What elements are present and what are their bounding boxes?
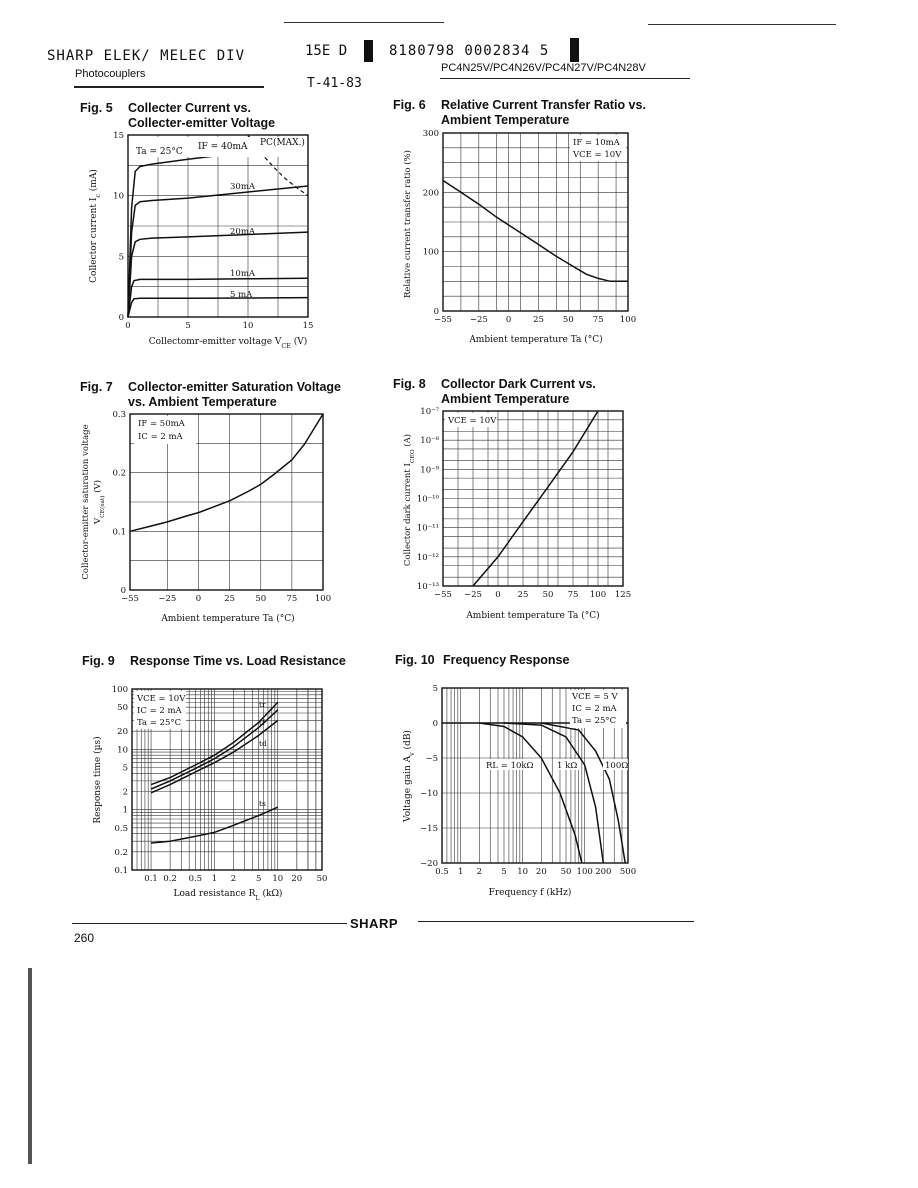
fig10-annotation-ta: Ta = 25°C <box>572 716 617 726</box>
fig8-x-tick-label: 125 <box>614 590 632 600</box>
fig10-x-tick-label: 10 <box>517 867 529 877</box>
fig6-y-axis-label: Relative current transfer ratio (%) <box>403 150 413 298</box>
fig9-y-tick-label: 1 <box>122 805 128 816</box>
fig9-x-tick-label: 10 <box>272 874 284 884</box>
footer-rule-right <box>418 921 694 922</box>
fig5-series-label: 10mA <box>230 269 256 279</box>
fig7-x-tick-label: 75 <box>286 594 298 604</box>
fig10-chart <box>400 680 650 905</box>
fig10-series-label: 100Ω <box>605 761 629 771</box>
fig8-y-tick-label: 10⁻¹² <box>416 552 439 563</box>
fig6-chart <box>398 124 648 354</box>
fig10-x-tick-label: 50 <box>560 867 572 877</box>
fig10-y-tick-label: 5 <box>432 684 438 694</box>
fig6-x-tick-label: −25 <box>469 315 488 325</box>
fig5-y-tick-label: 0 <box>118 313 124 323</box>
fig10-y-axis-label: Voltage gain $A_v$ (dB) <box>403 730 416 822</box>
fig8-x-tick-label: 75 <box>567 590 579 600</box>
fig9-x-tick-label: 0.5 <box>188 874 203 884</box>
fig10-series-label: 1 kΩ <box>557 761 578 771</box>
fig10-y-tick-label: −5 <box>425 754 438 764</box>
fig9-series-label: td <box>259 739 267 748</box>
fig9-title: Fig. 9 Response Time vs. Load Resistance <box>82 654 346 668</box>
header-rule <box>74 86 264 88</box>
fig5-y-tick-label: 10 <box>113 191 124 202</box>
fig8-x-axis-label: Ambient temperature Ta (°C) <box>466 611 600 621</box>
fig6-annotation-vce: VCE = 10V <box>573 150 622 160</box>
fig10-annotation-ic: IC = 2 mA <box>572 704 617 714</box>
fig10-x-tick-label: 5 <box>501 867 507 877</box>
fig5-x-tick-label: 0 <box>125 321 131 331</box>
header-models-rule <box>440 78 690 79</box>
fig9-y-tick-label: 100 <box>111 685 128 695</box>
barcode-mark-2 <box>570 38 579 62</box>
fig9-y-tick-label: 50 <box>117 703 128 714</box>
fig6-y-tick-label: 300 <box>422 129 439 139</box>
fig6-y-tick-label: 100 <box>422 247 439 258</box>
header-rule-top <box>284 22 444 23</box>
fig9-chart <box>90 680 340 905</box>
fig7-y-tick-label: 0.3 <box>112 410 126 420</box>
fig5-series-label: 20mA <box>230 227 256 237</box>
fig6-title: Fig. 6 Relative Current Transfer Ratio vs. Ambient Temperature <box>393 98 646 127</box>
fig7-x-tick-label: 0 <box>195 594 202 604</box>
fig10-x-tick-label: 200 <box>595 867 612 877</box>
fig9-x-tick-label: 2 <box>230 874 237 884</box>
fig6-x-tick-label: 50 <box>562 315 574 325</box>
fig5-chart <box>80 125 330 355</box>
fig8-y-tick-label: 10⁻⁹ <box>420 465 439 476</box>
fig7-y-tick-label: 0 <box>120 586 126 596</box>
fig7-x-axis-label: Ambient temperature Ta (°C) <box>161 614 295 624</box>
footer-brand: SHARP <box>350 916 399 931</box>
fig7-x-tick-label: 100 <box>314 594 332 604</box>
fig6-annotation-if: IF = 10mA <box>573 138 620 148</box>
header-tcode: T-41-83 <box>307 76 362 91</box>
fig9-y-tick-label: 10 <box>117 745 128 756</box>
fig5-series-line <box>128 147 284 317</box>
fig8-title: Fig. 8 Collector Dark Current vs. Ambient Temperature <box>393 377 596 406</box>
fig5-x-axis-label: Collectomr-emitter voltage $V_{CE}$ (V) <box>148 337 308 350</box>
fig5-annotation-pc: PC(MAX.) <box>260 138 305 148</box>
fig8-x-tick-label: 0 <box>495 590 501 600</box>
fig9-x-tick-label: 0.2 <box>163 874 177 884</box>
header-rule-top-right <box>648 24 836 25</box>
fig8-y-tick-label: 10⁻¹¹ <box>416 523 439 534</box>
fig10-title: Fig. 10 Frequency Response <box>395 653 570 667</box>
fig5-series-label: 30mA <box>230 182 256 192</box>
fig9-x-tick-label: 20 <box>291 874 303 884</box>
fig5-x-tick-label: 5 <box>185 321 191 331</box>
fig8-y-axis-label: Collector dark current $I_{CEO}$ (A) <box>403 433 416 567</box>
fig8-x-tick-label: 100 <box>589 590 607 600</box>
fig9-y-tick-label: 0.1 <box>114 866 128 876</box>
fig9-series-label: ts <box>259 799 266 808</box>
fig9-y-tick-label: 2 <box>122 787 128 798</box>
fig6-x-tick-label: 75 <box>592 315 604 325</box>
header-category: Photocouplers <box>75 68 146 80</box>
fig10-y-tick-label: 0 <box>432 719 438 729</box>
fig6-x-tick-label: 100 <box>619 315 637 325</box>
fig6-y-tick-label: 0 <box>433 307 439 317</box>
fig6-x-tick-label: 0 <box>505 315 512 325</box>
fig7-y-tick-label: 0.1 <box>112 527 126 538</box>
fig7-y-axis-label: Collector-emitter saturation voltage <box>81 424 91 580</box>
fig10-y-tick-label: −10 <box>420 789 438 799</box>
fig10-x-tick-label: 2 <box>476 867 483 877</box>
fig7-x-tick-label: 50 <box>255 594 267 604</box>
fig10-y-tick-label: −15 <box>420 824 438 834</box>
fig9-x-tick-label: 50 <box>316 874 328 884</box>
fig10-annotation-vce: VCE = 5 V <box>572 692 618 702</box>
fig7-title: Fig. 7 Collector-emitter Saturation Voltage vs. Ambient Temperature <box>80 380 341 409</box>
fig5-y-axis-label: Collector current $I_c$ (mA) <box>89 169 102 283</box>
fig7-x-tick-label: −25 <box>158 594 177 604</box>
fig5-x-tick-label: 10 <box>242 321 254 331</box>
fig5-y-tick-label: 15 <box>113 131 124 141</box>
fig9-series-label: tr <box>259 700 266 709</box>
fig9-y-tick-label: 5 <box>122 763 128 774</box>
fig7-y-axis-label-2: $V_{CE(sat)}$ (V) <box>93 479 106 525</box>
fig5-annotation-if: IF = 40mA <box>198 142 248 152</box>
fig5-series-label: 5 mA <box>230 290 253 300</box>
fig8-x-tick-label: 50 <box>542 590 554 600</box>
fig9-x-tick-label: 1 <box>211 874 218 884</box>
fig8-chart <box>398 402 648 632</box>
fig7-x-tick-label: −55 <box>121 594 139 604</box>
header-models: PC4N25V/PC4N26V/PC4N27V/PC4N28V <box>441 62 646 74</box>
fig10-x-tick-label: 100 <box>576 867 593 877</box>
fig8-x-tick-label: −25 <box>464 590 482 600</box>
fig8-y-tick-label: 10⁻¹³ <box>416 582 439 592</box>
fig7-y-tick-label: 0.2 <box>112 468 126 479</box>
page-number: 260 <box>74 931 95 945</box>
fig9-y-tick-label: 0.2 <box>114 847 128 858</box>
fig5-annotation-ta: Ta = 25°C <box>136 147 183 157</box>
fig8-x-tick-label: 25 <box>517 590 529 600</box>
fig7-chart <box>78 404 340 634</box>
footer-rule-left <box>72 923 347 924</box>
fig7-annotation-ic: IC = 2 mA <box>138 432 183 442</box>
fig8-y-tick-label: 10⁻⁸ <box>420 436 439 447</box>
scan-edge-mark <box>28 968 32 1164</box>
fig9-y-axis-label: Response time (µs) <box>93 736 103 824</box>
fig10-x-tick-label: 500 <box>619 867 637 877</box>
fig5-y-tick-label: 5 <box>118 252 124 263</box>
fig5-title: Fig. 5 Collecter Current vs. Collecter-emitter Voltage <box>80 101 276 130</box>
fig9-x-tick-label: 0.1 <box>144 874 158 884</box>
fig9-x-tick-label: 5 <box>255 874 262 884</box>
fig8-annotation-vce: VCE = 10V <box>448 416 497 426</box>
fig9-series-label: tf <box>259 718 265 727</box>
fig9-y-tick-label: 20 <box>117 727 128 738</box>
fig6-series-line <box>443 181 628 282</box>
fig8-y-tick-label: 10⁻⁷ <box>420 407 439 417</box>
header-catalog: 8180798 0002834 5 <box>389 43 550 59</box>
fig10-series-label: RL = 10kΩ <box>486 761 534 771</box>
fig7-x-tick-label: 25 <box>224 594 236 604</box>
fig10-x-tick-label: 1 <box>457 867 464 877</box>
fig9-annotation-ic: IC = 2 mA <box>137 706 182 716</box>
fig7-annotation-if: IF = 50mA <box>138 419 185 429</box>
fig8-y-tick-label: 10⁻¹⁰ <box>416 494 439 505</box>
fig10-x-tick-label: 0.5 <box>435 867 449 877</box>
header-company: SHARP ELEK/ MELEC DIV <box>47 48 246 64</box>
fig10-x-tick-label: 20 <box>535 867 547 877</box>
header-code: 15E D <box>305 43 348 59</box>
fig6-y-tick-label: 200 <box>422 188 439 199</box>
fig10-x-axis-label: Frequency f (kHz) <box>488 888 572 898</box>
fig9-y-tick-label: 0.5 <box>114 823 128 834</box>
fig9-x-axis-label: Load resistance $R_L$ (kΩ) <box>173 889 283 902</box>
fig9-annotation-vce: VCE = 10V <box>137 694 186 704</box>
fig8-x-tick-label: −55 <box>434 590 452 600</box>
fig6-x-tick-label: −55 <box>434 315 452 325</box>
fig6-x-tick-label: 25 <box>533 315 544 325</box>
fig6-x-axis-label: Ambient temperature Ta (°C) <box>469 335 603 345</box>
barcode-mark <box>364 40 373 62</box>
fig5-x-tick-label: 15 <box>302 321 314 331</box>
fig9-annotation-ta: Ta = 25°C <box>137 718 182 728</box>
fig10-y-tick-label: −20 <box>420 859 438 869</box>
